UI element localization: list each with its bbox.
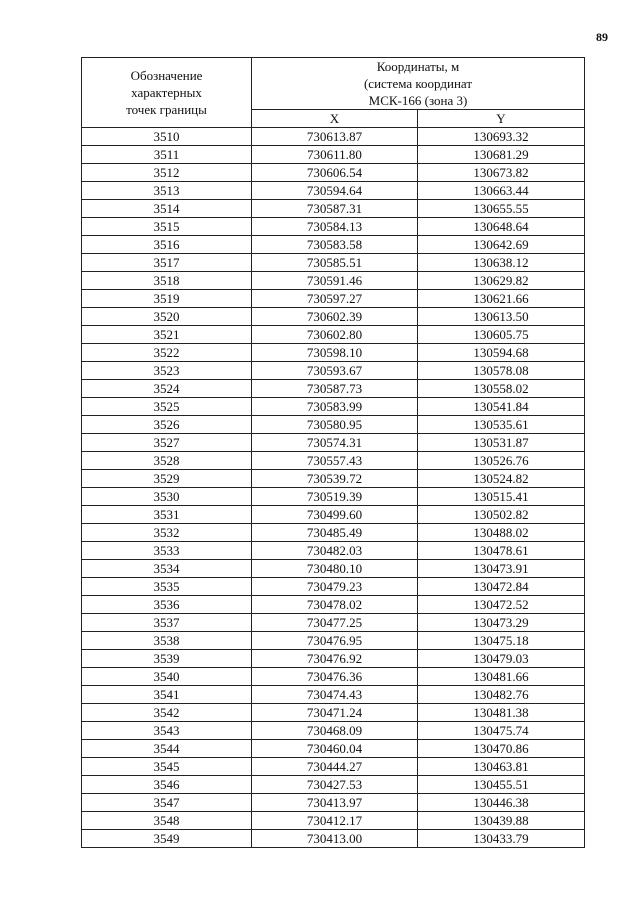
- x-coordinate-cell: 730585.51: [252, 254, 418, 272]
- point-id-cell: 3549: [82, 830, 252, 848]
- point-id-cell: 3528: [82, 452, 252, 470]
- x-coordinate-cell: 730602.39: [252, 308, 418, 326]
- y-coordinate-cell: 130681.29: [418, 146, 585, 164]
- table-row: [82, 722, 585, 740]
- x-coordinate-cell: 730476.95: [252, 632, 418, 650]
- table-row: [82, 470, 585, 488]
- y-coordinate-cell: 130473.91: [418, 560, 585, 578]
- x-coordinate-cell: 730485.49: [252, 524, 418, 542]
- table-row: [82, 668, 585, 686]
- point-id-cell: 3526: [82, 416, 252, 434]
- y-coordinate-cell: 130638.12: [418, 254, 585, 272]
- x-coordinate-cell: 730574.31: [252, 434, 418, 452]
- point-id-cell: 3518: [82, 272, 252, 290]
- x-coordinate-cell: 730499.60: [252, 506, 418, 524]
- point-id-cell: 3543: [82, 722, 252, 740]
- x-coordinate-cell: 730427.53: [252, 776, 418, 794]
- x-coordinate-cell: 730477.25: [252, 614, 418, 632]
- x-coordinate-cell: 730479.23: [252, 578, 418, 596]
- point-id-cell: 3540: [82, 668, 252, 686]
- table-row: [82, 794, 585, 812]
- point-id-cell: 3547: [82, 794, 252, 812]
- point-id-cell: 3542: [82, 704, 252, 722]
- point-designation-header: [82, 58, 252, 128]
- x-coordinate-cell: 730480.10: [252, 560, 418, 578]
- x-coordinate-cell: 730539.72: [252, 470, 418, 488]
- table-row: [82, 632, 585, 650]
- table-row: [82, 776, 585, 794]
- y-coordinate-cell: 130472.84: [418, 578, 585, 596]
- y-coordinate-cell: 130673.82: [418, 164, 585, 182]
- y-coordinate-cell: 130629.82: [418, 272, 585, 290]
- x-coordinate-cell: 730611.80: [252, 146, 418, 164]
- point-id-cell: 3541: [82, 686, 252, 704]
- y-coordinate-cell: 130526.76: [418, 452, 585, 470]
- x-coordinate-cell: 730468.09: [252, 722, 418, 740]
- x-coordinate-cell: 730594.64: [252, 182, 418, 200]
- y-coordinate-cell: 130663.44: [418, 182, 585, 200]
- table-row: [82, 524, 585, 542]
- y-coordinate-cell: 130455.51: [418, 776, 585, 794]
- point-id-cell: 3534: [82, 560, 252, 578]
- y-coordinate-cell: 130433.79: [418, 830, 585, 848]
- x-coordinate-cell: 730557.43: [252, 452, 418, 470]
- table-row: [82, 182, 585, 200]
- table-row: [82, 560, 585, 578]
- table-row: [82, 236, 585, 254]
- point-id-cell: 3512: [82, 164, 252, 182]
- table-row: [82, 164, 585, 182]
- y-coordinate-cell: 130463.81: [418, 758, 585, 776]
- x-coordinate-cell: 730584.13: [252, 218, 418, 236]
- y-coordinate-cell: 130535.61: [418, 416, 585, 434]
- table-row: [82, 344, 585, 362]
- point-id-cell: 3516: [82, 236, 252, 254]
- table-row: [82, 488, 585, 506]
- x-coordinate-cell: 730478.02: [252, 596, 418, 614]
- x-coordinate-cell: 730412.17: [252, 812, 418, 830]
- x-coordinate-cell: 730413.00: [252, 830, 418, 848]
- coords-header-line: МСК-166 (зона 3): [368, 93, 468, 108]
- x-coordinate-cell: 730587.31: [252, 200, 418, 218]
- y-coordinate-cell: 130482.76: [418, 686, 585, 704]
- x-coordinate-cell: 730593.67: [252, 362, 418, 380]
- point-id-cell: 3521: [82, 326, 252, 344]
- x-coordinate-cell: 730471.24: [252, 704, 418, 722]
- table-body: [82, 128, 585, 848]
- table-row: [82, 200, 585, 218]
- y-column-header: Y: [418, 110, 585, 128]
- point-id-cell: 3519: [82, 290, 252, 308]
- y-coordinate-cell: 130558.02: [418, 380, 585, 398]
- coords-header-line: Координаты, м: [376, 59, 460, 74]
- y-coordinate-cell: 130655.55: [418, 200, 585, 218]
- y-coordinate-cell: 130648.64: [418, 218, 585, 236]
- point-id-cell: 3536: [82, 596, 252, 614]
- point-id-cell: 3511: [82, 146, 252, 164]
- table-row: [82, 308, 585, 326]
- y-coordinate-cell: 130578.08: [418, 362, 585, 380]
- point-id-cell: 3539: [82, 650, 252, 668]
- table-row: [82, 452, 585, 470]
- table-row: [82, 326, 585, 344]
- table-row: [82, 578, 585, 596]
- header-row-top: [82, 58, 585, 110]
- table-row: [82, 758, 585, 776]
- y-coordinate-cell: 130472.52: [418, 596, 585, 614]
- x-coordinate-cell: 730519.39: [252, 488, 418, 506]
- x-coordinate-cell: 730413.97: [252, 794, 418, 812]
- point-id-cell: 3531: [82, 506, 252, 524]
- y-coordinate-cell: 130621.66: [418, 290, 585, 308]
- table-header: [82, 58, 585, 128]
- x-coordinate-cell: 730598.10: [252, 344, 418, 362]
- table-row: [82, 254, 585, 272]
- x-coordinate-cell: 730476.36: [252, 668, 418, 686]
- point-header-line: Обозначение: [130, 68, 203, 83]
- x-coordinate-cell: 730474.43: [252, 686, 418, 704]
- point-id-cell: 3517: [82, 254, 252, 272]
- table-row: [82, 704, 585, 722]
- y-coordinate-cell: 130439.88: [418, 812, 585, 830]
- y-coordinate-cell: 130531.87: [418, 434, 585, 452]
- table-row: [82, 542, 585, 560]
- point-id-cell: 3529: [82, 470, 252, 488]
- table-row: [82, 218, 585, 236]
- y-coordinate-cell: 130475.74: [418, 722, 585, 740]
- point-id-cell: 3545: [82, 758, 252, 776]
- point-id-cell: 3522: [82, 344, 252, 362]
- x-coordinate-cell: 730602.80: [252, 326, 418, 344]
- point-id-cell: 3546: [82, 776, 252, 794]
- table-row: [82, 434, 585, 452]
- coordinates-header: [252, 58, 585, 110]
- y-coordinate-cell: 130524.82: [418, 470, 585, 488]
- y-coordinate-cell: 130470.86: [418, 740, 585, 758]
- point-id-cell: 3535: [82, 578, 252, 596]
- point-id-cell: 3527: [82, 434, 252, 452]
- table-row: [82, 740, 585, 758]
- table-row: [82, 596, 585, 614]
- x-coordinate-cell: 730606.54: [252, 164, 418, 182]
- y-coordinate-cell: 130473.29: [418, 614, 585, 632]
- y-coordinate-cell: 130693.32: [418, 128, 585, 146]
- table-row: [82, 506, 585, 524]
- table-row: [82, 830, 585, 848]
- y-coordinate-cell: 130481.66: [418, 668, 585, 686]
- y-coordinate-cell: 130502.82: [418, 506, 585, 524]
- y-coordinate-cell: 130488.02: [418, 524, 585, 542]
- point-id-cell: 3523: [82, 362, 252, 380]
- x-coordinate-cell: 730583.99: [252, 398, 418, 416]
- x-coordinate-cell: 730476.92: [252, 650, 418, 668]
- point-id-cell: 3514: [82, 200, 252, 218]
- point-id-cell: 3532: [82, 524, 252, 542]
- table-row: [82, 362, 585, 380]
- point-id-cell: 3515: [82, 218, 252, 236]
- point-id-cell: 3513: [82, 182, 252, 200]
- coords-header-line: (система координат: [363, 76, 473, 91]
- y-coordinate-cell: 130478.61: [418, 542, 585, 560]
- x-coordinate-cell: 730583.58: [252, 236, 418, 254]
- x-coordinate-cell: 730591.46: [252, 272, 418, 290]
- y-coordinate-cell: 130479.03: [418, 650, 585, 668]
- x-column-header: X: [252, 110, 418, 128]
- point-id-cell: 3548: [82, 812, 252, 830]
- table-row: [82, 146, 585, 164]
- y-coordinate-cell: 130515.41: [418, 488, 585, 506]
- y-coordinate-cell: 130605.75: [418, 326, 585, 344]
- x-coordinate-cell: 730587.73: [252, 380, 418, 398]
- y-coordinate-cell: 130541.84: [418, 398, 585, 416]
- table-row: [82, 380, 585, 398]
- y-coordinate-cell: 130446.38: [418, 794, 585, 812]
- table-row: [82, 128, 585, 146]
- y-coordinate-cell: 130613.50: [418, 308, 585, 326]
- coordinates-table: [81, 57, 585, 848]
- x-coordinate-cell: 730482.03: [252, 542, 418, 560]
- table-row: [82, 290, 585, 308]
- point-id-cell: 3538: [82, 632, 252, 650]
- point-header-line: характерных: [131, 85, 202, 100]
- point-id-cell: 3530: [82, 488, 252, 506]
- table-row: [82, 398, 585, 416]
- table-row: [82, 650, 585, 668]
- table-row: [82, 686, 585, 704]
- page-number: 89: [596, 30, 608, 44]
- table-row: [82, 812, 585, 830]
- table-row: [82, 614, 585, 632]
- x-coordinate-cell: 730613.87: [252, 128, 418, 146]
- point-id-cell: 3524: [82, 380, 252, 398]
- y-coordinate-cell: 130481.38: [418, 704, 585, 722]
- y-coordinate-cell: 130642.69: [418, 236, 585, 254]
- y-coordinate-cell: 130475.18: [418, 632, 585, 650]
- table-row: [82, 416, 585, 434]
- x-coordinate-cell: 730580.95: [252, 416, 418, 434]
- point-id-cell: 3544: [82, 740, 252, 758]
- x-coordinate-cell: 730460.04: [252, 740, 418, 758]
- point-id-cell: 3520: [82, 308, 252, 326]
- y-coordinate-cell: 130594.68: [418, 344, 585, 362]
- table-row: [82, 272, 585, 290]
- point-id-cell: 3510: [82, 128, 252, 146]
- x-coordinate-cell: 730597.27: [252, 290, 418, 308]
- x-coordinate-cell: 730444.27: [252, 758, 418, 776]
- point-id-cell: 3537: [82, 614, 252, 632]
- point-header-line: точек границы: [126, 102, 207, 117]
- point-id-cell: 3533: [82, 542, 252, 560]
- point-id-cell: 3525: [82, 398, 252, 416]
